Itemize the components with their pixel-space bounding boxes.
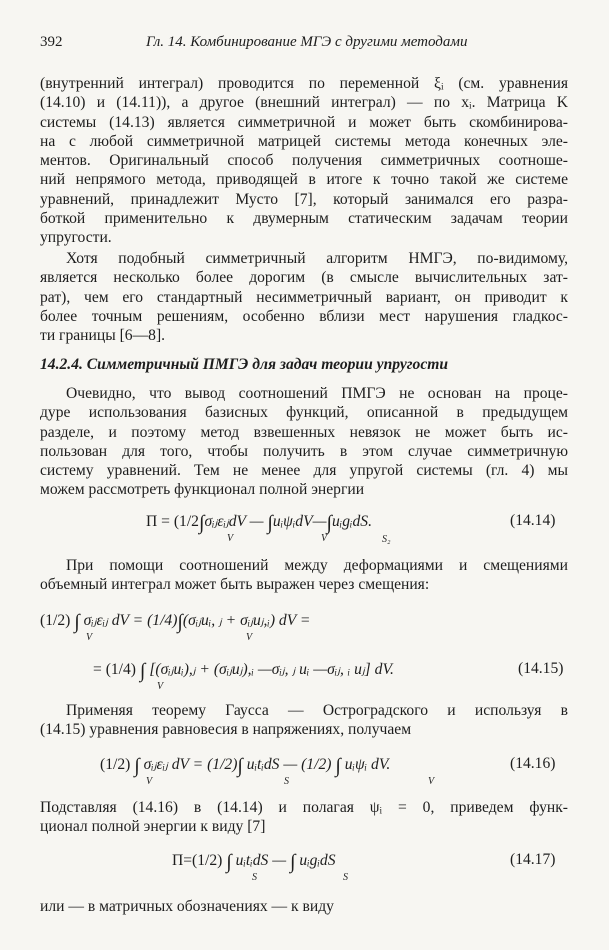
integral-sign: ∫ [177, 611, 183, 633]
eq-text: uᵢgᵢdS. [331, 513, 373, 530]
text-line: объемный интеграл может быть выражен через смещения: [40, 576, 430, 594]
paragraph-6 [40, 798, 568, 837]
text-line: рат), чем его стандартный несимметричный вариант, он приводит к [40, 288, 568, 306]
equation-number: (14.14) [510, 512, 556, 529]
equation-number: (14.15) [518, 660, 564, 677]
text-line: ментов. Оригинальный способ получения симметричных соотноше- [40, 152, 568, 170]
integral-limit: V [321, 533, 328, 544]
integral-sign: ∫ [226, 851, 232, 873]
integral-sign: ∫ [139, 660, 146, 682]
eq-text: Π = (1/2 [146, 513, 199, 530]
integral-sign: ∫ [237, 755, 243, 777]
eq-text: uᵢtᵢdS — [235, 852, 287, 869]
eq-text: uᵢgᵢdS [299, 852, 336, 869]
text-line: на с любой симметричной матрицей системы метода конечных эле- [40, 132, 568, 150]
text-line: Хотя подобный симметричный алгоритм НМГЭ, по-видимому, [66, 250, 568, 267]
eq-text: (σᵢⱼuᵢ, ⱼ + σᵢⱼuⱼ,ᵢ) dV = [182, 612, 311, 629]
integral-sign: ∫ [326, 512, 332, 534]
equation-number: (14.16) [510, 755, 556, 772]
integral-sign: ∫ [290, 851, 296, 873]
text-line: боткой применительно к двумерным статическим задачам теории [40, 210, 568, 228]
eq-text: = (1/4) [93, 661, 137, 678]
integral-sign: ∫ [267, 512, 273, 534]
eq-text: σᵢⱼεᵢⱼ dV = (1/4) [83, 612, 178, 629]
text-line: является несколько более дорогим (в смысле вычислительных зат- [40, 269, 568, 287]
integral-limit: V [428, 776, 435, 787]
eq-text: [(σᵢⱼuᵢ),ⱼ + (σᵢⱼuⱼ),ᵢ —σᵢⱼ, ⱼ uᵢ —σᵢⱼ, ᵢ uⱼ] dV. [149, 661, 394, 678]
eq-text: uᵢψᵢ dV. [344, 756, 391, 773]
text-line: ционал полной энергии к виду [7] [40, 818, 266, 836]
text-line: (внутренний интеграл) проводится по переменной ξᵢ (см. уравнения [40, 75, 568, 92]
eq-text: uᵢtᵢdS — (1/2) [246, 756, 332, 773]
integral-sign: ∫ [198, 512, 205, 534]
paragraph-4 [40, 556, 568, 595]
eq-text: Π=(1/2) [172, 852, 223, 869]
text-line: Применяя теорему Гаусса — Остроградского и используя в [66, 702, 568, 719]
paragraph-2 [40, 249, 568, 345]
eq-text: σᵢⱼεᵢⱼ dV = (1/2) [143, 756, 238, 773]
integral-limit: V [157, 681, 164, 692]
integral-limit: V [86, 632, 93, 643]
integral-sign: ∫ [335, 755, 341, 777]
eq-text: (1/2) [40, 612, 71, 629]
integral-limit: S₂ [382, 534, 391, 545]
text-line: ти границы [6—8]. [40, 327, 166, 345]
integral-limit: S [343, 872, 348, 883]
integral-limit: S [252, 872, 257, 883]
text-line: или — в матричных обозначениях — к виду [40, 898, 334, 915]
integral-limit: S [284, 776, 289, 787]
section-heading: 14.2.4. Симметричный ПМГЭ для задач теории упругости [40, 356, 449, 373]
paragraph-7 [40, 897, 568, 916]
eq-text: uᵢψᵢdV— [272, 513, 327, 530]
text-line: можем рассмотреть функционал полной энергии [40, 481, 365, 499]
text-line: Подставляя (14.16) в (14.14) и полагая ψᵢ = 0, приведем функ- [40, 799, 568, 816]
text-line: уравнений, принадлежит Мусто [7], который занимался его разра- [40, 190, 568, 208]
text-line: разделе, и поэтому метод взвешенных невязок не может быть ис- [40, 423, 568, 441]
text-line: (14.15) уравнения равновесия в напряжениях, получаем [40, 721, 412, 739]
text-line: (14.10) и (14.11)), а другое (внешний интеграл) — по xᵢ. Матрица K [40, 94, 568, 112]
eq-text: σᵢⱼεᵢⱼdV — [204, 513, 264, 530]
running-title: Гл. 14. Комбинирование МГЭ с другими методами [146, 34, 468, 50]
integral-limit: V [146, 776, 153, 787]
integral-limit: V [246, 632, 253, 643]
text-line: систему уравнений. Тем не менее для упругой системы (гл. 4) мы [40, 462, 568, 480]
paragraph-5 [40, 701, 568, 740]
page-number: 392 [40, 34, 63, 50]
text-line: При помощи соотношений между деформациями и смещениями [66, 557, 568, 574]
text-line: Очевидно, что вывод соотношений ПМГЭ не основан на проце- [66, 385, 568, 402]
paragraph-1 [40, 74, 568, 248]
text-line: упругости. [40, 229, 112, 247]
text-line: системы (14.13) является симметричной и может быть скомбинирова- [40, 113, 568, 131]
text-line: ний непрямого метода, приводящей в итоге к точно такой же системе [40, 171, 568, 189]
equation-number: (14.17) [510, 851, 556, 868]
integral-sign: ∫ [74, 611, 80, 633]
text-line: пользован для того, чтобы получить в этом случае симметричную [40, 442, 568, 460]
eq-text: (1/2) [100, 756, 131, 773]
integral-limit: V [227, 533, 234, 544]
text-line: дуре использования базисных функций, описанной в предыдущем [40, 404, 568, 422]
paragraph-3 [40, 384, 568, 500]
integral-sign: ∫ [134, 755, 140, 777]
text-line: более точным решениям, особенно вблизи мест нарушения гладкос- [40, 307, 568, 325]
